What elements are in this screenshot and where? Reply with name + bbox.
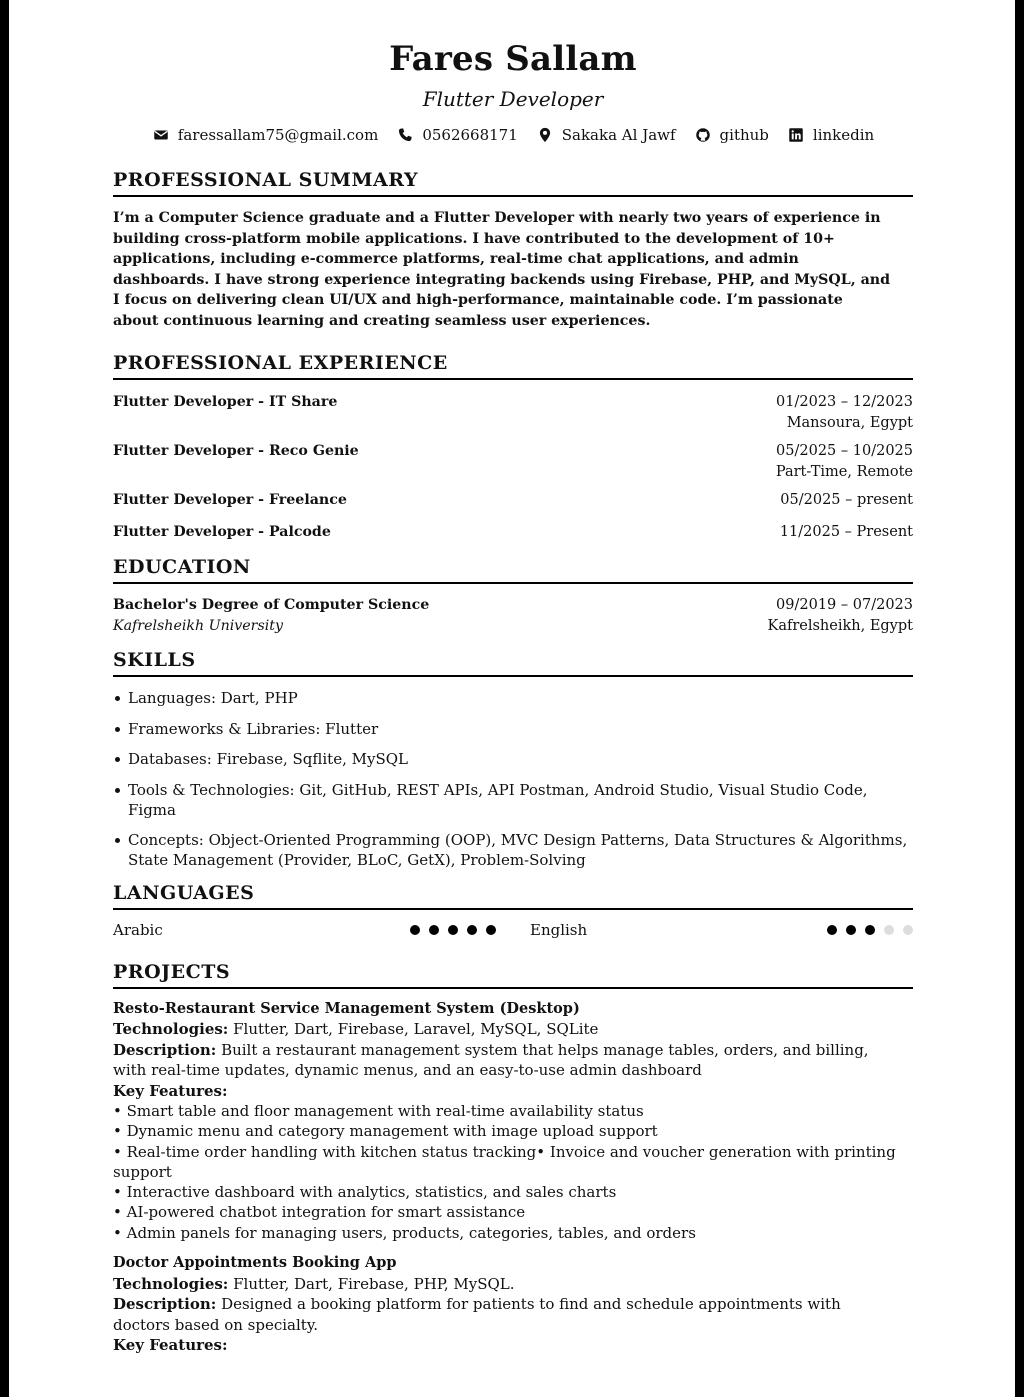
experience-meta	[780, 522, 913, 543]
languages-row	[113, 920, 913, 940]
level-dot-filled	[467, 925, 477, 935]
skills-section	[113, 648, 913, 870]
github-link: github	[719, 126, 769, 144]
experience-item	[113, 392, 913, 433]
envelope-icon	[152, 126, 170, 144]
experience-dates: 05/2025 – 10/2025	[776, 443, 913, 459]
key-features-label: Key Features:	[113, 1081, 228, 1100]
project-name: Resto-Restaurant Service Management System (Desktop)	[113, 999, 580, 1017]
education-university: Kafrelsheikh University	[113, 617, 283, 634]
experience-location: Mansoura, Egypt	[786, 414, 913, 431]
project-item	[113, 999, 913, 1244]
summary-section	[113, 168, 913, 331]
skill-item: Databases: Firebase, Sqflite, MySQL	[113, 749, 913, 769]
github-icon	[694, 126, 712, 144]
project-technologies	[113, 1274, 913, 1295]
right-page-edge	[1015, 0, 1024, 1397]
summary-heading: PROFESSIONAL SUMMARY	[113, 168, 913, 197]
project-item	[113, 1253, 913, 1356]
experience-dates: 05/2025 – present	[780, 492, 913, 508]
feature-item: • Interactive dashboard with analytics, statistics, and sales charts	[113, 1183, 617, 1202]
experience-role: Flutter Developer - Palcode	[113, 523, 331, 540]
experience-item	[113, 522, 913, 543]
education-left	[113, 595, 429, 636]
linkedin-icon	[787, 126, 805, 144]
left-page-edge	[0, 0, 9, 1397]
key-features-label: Key Features:	[113, 1336, 228, 1355]
language-item	[530, 920, 913, 940]
skill-item: Languages: Dart, PHP	[113, 688, 913, 708]
language-level-dots	[827, 925, 913, 935]
contact-linkedin[interactable]	[787, 125, 874, 145]
description-value: Built a restaurant management system that helps manage tables, orders, and billing, with real-time updates, dynamic menus, and an easy-to-use admin dashboard	[113, 1040, 869, 1079]
level-dot-filled	[486, 925, 496, 935]
level-dot-filled	[448, 925, 458, 935]
summary-text: I’m a Computer Science graduate and a Flutter Developer with nearly two years of experience in building cross-platform mobile applications. I have contributed to the development of 10+ applications, including e-commerce platforms, real-time chat applications, and admin dashboards. I have strong experience integrating backends using Firebase, PHP, and MySQL, and I focus on delivering clean UI/UX and high-performance, maintainable code. I’m passionate about continuous learning and creating seamless user experiences.	[113, 210, 891, 329]
languages-heading: LANGUAGES	[113, 881, 913, 910]
language-name: Arabic	[113, 920, 163, 939]
experience-role: Flutter Developer - Reco Genie	[113, 443, 359, 459]
education-degree: Bachelor's Degree of Computer Science	[113, 597, 430, 613]
experience-heading: PROFESSIONAL EXPERIENCE	[113, 351, 913, 380]
level-dot-filled	[827, 925, 837, 935]
candidate-name: Fares Sallam	[389, 39, 637, 79]
level-dot-empty	[884, 925, 894, 935]
level-dot-filled	[429, 925, 439, 935]
level-dot-empty	[903, 925, 913, 935]
experience-role: Flutter Developer - IT Share	[113, 394, 338, 410]
skill-item: Frameworks & Libraries: Flutter	[113, 719, 913, 739]
experience-item	[113, 490, 913, 511]
skills-list	[113, 688, 913, 870]
description-value: Designed a booking platform for patients to find and schedule appointments with doctors based on specialty.	[113, 1295, 841, 1334]
experience-role: Flutter Developer - Freelance	[113, 492, 347, 508]
project-name: Doctor Appointments Booking App	[113, 1254, 397, 1272]
education-dates: 09/2019 – 07/2023	[776, 597, 913, 613]
education-section	[113, 555, 913, 636]
contact-phone[interactable]	[396, 125, 517, 145]
education-heading: EDUCATION	[113, 555, 913, 584]
technologies-value: Flutter, Dart, Firebase, PHP, MySQL.	[228, 1274, 515, 1293]
feature-item: • Dynamic menu and category management with image upload support	[113, 1122, 658, 1141]
technologies-label: Technologies:	[113, 1274, 229, 1293]
level-dot-filled	[846, 925, 856, 935]
language-level-dots	[410, 925, 496, 935]
level-dot-filled	[865, 925, 875, 935]
description-label: Description:	[113, 1295, 217, 1314]
experience-list	[113, 392, 913, 542]
experience-meta	[776, 441, 913, 482]
resume-page	[113, 38, 913, 1356]
linkedin-link: linkedin	[812, 126, 875, 144]
experience-meta	[776, 392, 913, 433]
project-description	[113, 1040, 913, 1081]
feature-item: • Real-time order handling with kitchen status tracking• Invoice and voucher generation with printing support	[113, 1142, 896, 1181]
job-title: Flutter Developer	[422, 87, 604, 111]
level-dot-filled	[410, 925, 420, 935]
description-label: Description:	[113, 1040, 217, 1059]
feature-item: • AI-powered chatbot integration for smart assistance	[113, 1203, 526, 1222]
skills-heading: SKILLS	[113, 648, 913, 677]
location-pin-icon	[536, 126, 554, 144]
experience-section	[113, 351, 913, 542]
technologies-value: Flutter, Dart, Firebase, Laravel, MySQL, SQLite	[228, 1020, 599, 1038]
projects-section	[113, 960, 913, 1356]
experience-location: Part-Time, Remote	[775, 463, 913, 480]
email-text: faressallam75@gmail.com	[177, 126, 379, 144]
contact-location	[536, 125, 676, 145]
education-item	[113, 595, 913, 636]
languages-section	[113, 881, 913, 940]
feature-item: • Admin panels for managing users, products, categories, tables, and orders	[113, 1223, 696, 1242]
experience-item	[113, 441, 913, 482]
language-name: English	[530, 920, 588, 939]
education-meta	[767, 595, 913, 636]
project-technologies	[113, 1019, 913, 1040]
skill-item: Tools & Technologies: Git, GitHub, REST APIs, API Postman, Android Studio, Visual Studio Code, Figma	[113, 780, 913, 820]
location-text: Sakaka Al Jawf	[561, 126, 676, 144]
technologies-label: Technologies:	[113, 1020, 229, 1038]
phone-text: 0562668171	[422, 126, 518, 144]
contact-bar	[113, 125, 913, 145]
contact-email[interactable]	[152, 125, 379, 145]
project-description	[113, 1294, 913, 1335]
feature-item: • Smart table and floor management with real-time availability status	[113, 1102, 644, 1120]
language-item	[113, 920, 496, 940]
experience-dates: 11/2025 – Present	[779, 523, 913, 540]
contact-github[interactable]	[694, 125, 769, 145]
experience-dates: 01/2023 – 12/2023	[776, 394, 913, 410]
phone-icon	[396, 126, 414, 144]
experience-meta	[780, 490, 913, 511]
projects-heading: PROJECTS	[113, 960, 913, 989]
skill-item: Concepts: Object-Oriented Programming (OOP), MVC Design Patterns, Data Structures & Algorithms, State Management (Provider, BLoC, GetX), Problem-Solving	[113, 830, 913, 870]
education-location: Kafrelsheikh, Egypt	[767, 617, 913, 634]
